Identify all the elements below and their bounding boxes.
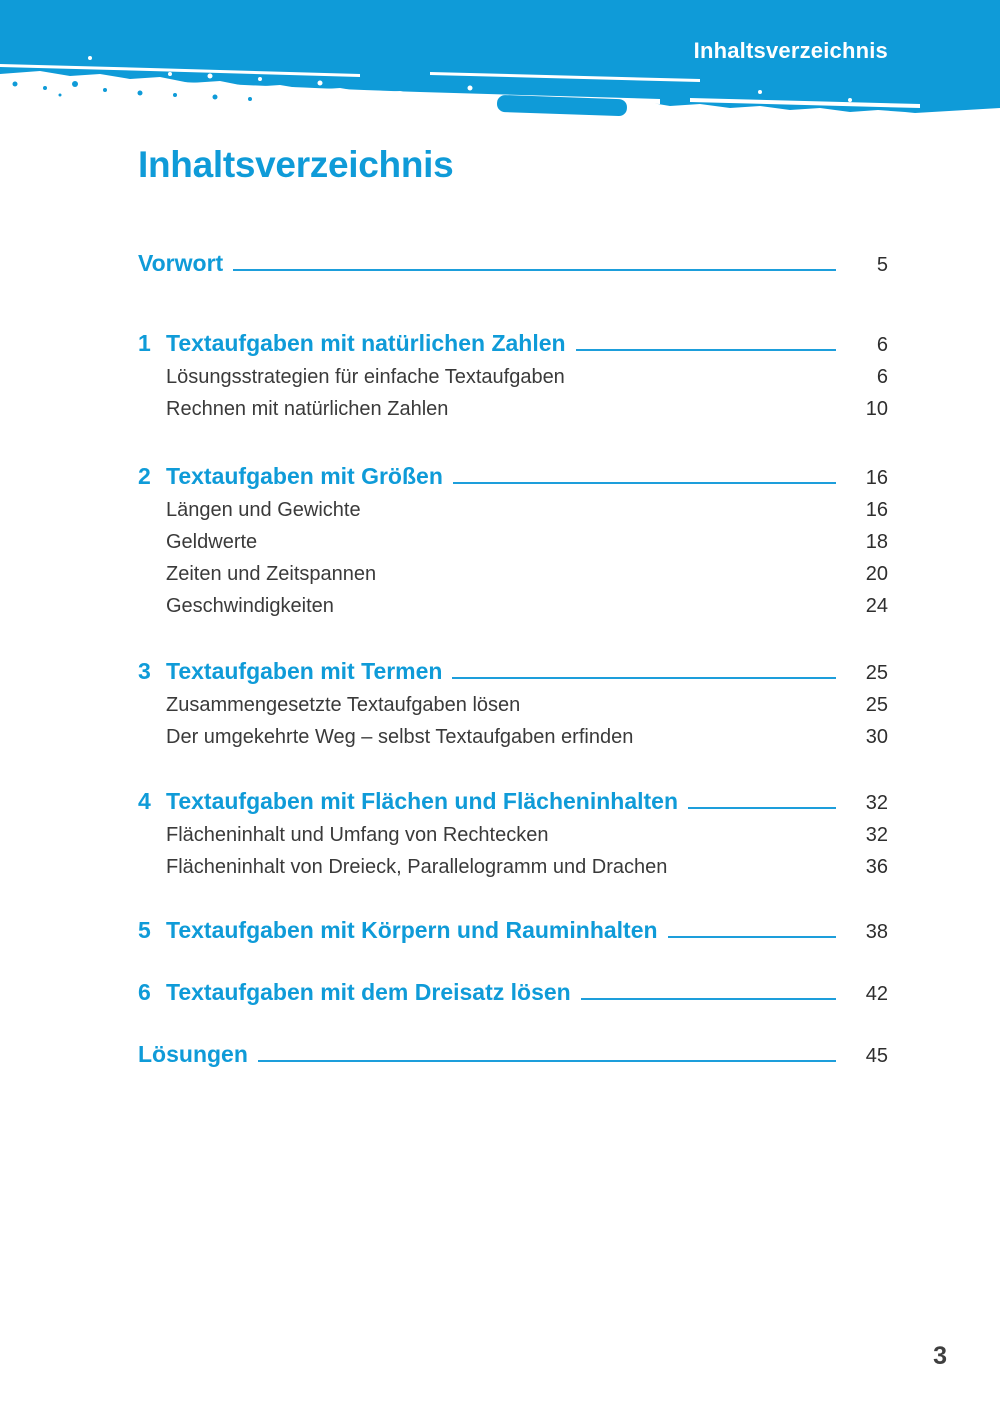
toc-entry-label: Lösungen xyxy=(138,1041,248,1067)
toc-entry-page: 6 xyxy=(876,334,888,356)
toc-row-chapter-2 xyxy=(138,463,888,499)
page-title: Inhaltsverzeichnis xyxy=(138,144,454,185)
toc-row-sub xyxy=(138,499,888,531)
toc-row-sub xyxy=(138,563,888,595)
chapter-number: 4 xyxy=(138,788,151,814)
toc-entry-label: Lösungsstrategien für einfache Textaufgaben xyxy=(166,366,565,388)
leader-line xyxy=(453,482,836,484)
leader-line xyxy=(668,936,836,938)
toc-entry-page: 36 xyxy=(865,856,888,878)
leader-line xyxy=(258,1060,836,1062)
toc-entry-label: Rechnen mit natürlichen Zahlen xyxy=(166,398,449,420)
toc-row-loesungen xyxy=(138,1041,888,1077)
toc-row-sub xyxy=(138,398,888,430)
toc-entry-page: 16 xyxy=(865,499,888,521)
toc-entry-page: 30 xyxy=(865,726,888,748)
toc-entry-page: 5 xyxy=(876,254,888,276)
toc-entry-page: 16 xyxy=(865,467,888,489)
toc-entry-page: 25 xyxy=(865,694,888,716)
toc-entry-label: Geschwindigkeiten xyxy=(166,595,334,617)
toc-entry-label: Geldwerte xyxy=(166,531,258,553)
chapter-number: 3 xyxy=(138,658,151,684)
leader-line xyxy=(688,807,836,809)
toc-entry-label: Textaufgaben mit dem Dreisatz lösen xyxy=(166,979,571,1005)
banner-brush-stroke xyxy=(0,0,1000,126)
toc-entry-label: Längen und Gewichte xyxy=(166,499,361,521)
page-footer-number: 3 xyxy=(933,1342,947,1370)
toc-entry-label: Flächeninhalt von Dreieck, Parallelogramm und Drachen xyxy=(166,856,668,878)
leader-line xyxy=(452,677,836,679)
toc-entry-label: Vorwort xyxy=(138,250,224,276)
toc-row-sub xyxy=(138,694,888,726)
toc-entry-page: 10 xyxy=(865,398,888,420)
running-header-label: Inhaltsverzeichnis xyxy=(693,38,888,63)
leader-line xyxy=(233,269,836,271)
toc-entry-label: Textaufgaben mit Größen xyxy=(166,463,443,489)
toc-row-vorwort xyxy=(138,250,888,286)
toc-row-chapter-5 xyxy=(138,917,888,953)
toc-entry-label: Zeiten und Zeitspannen xyxy=(166,563,377,585)
toc-entry-page: 32 xyxy=(865,792,888,814)
toc-row-sub xyxy=(138,366,888,398)
toc-entry-label: Der umgekehrte Weg – selbst Textaufgaben erfinden xyxy=(166,726,634,748)
toc-row-chapter-1 xyxy=(138,330,888,366)
toc-entry-page: 24 xyxy=(865,595,888,617)
chapter-number: 1 xyxy=(138,330,151,356)
toc-row-sub xyxy=(138,531,888,563)
toc-entry-page: 42 xyxy=(865,983,888,1005)
toc-row-sub xyxy=(138,726,888,758)
chapter-number: 2 xyxy=(138,463,151,489)
chapter-number: 6 xyxy=(138,979,151,1005)
toc-row-sub xyxy=(138,856,888,888)
toc-entry-label: Textaufgaben mit Flächen und Flächeninhalten xyxy=(166,788,679,814)
leader-line xyxy=(581,998,836,1000)
toc-entry-label: Textaufgaben mit Körpern und Rauminhalten xyxy=(166,917,658,943)
toc-entry-page: 18 xyxy=(865,531,888,553)
toc-row-chapter-6 xyxy=(138,979,888,1015)
toc-entry-label: Textaufgaben mit natürlichen Zahlen xyxy=(166,330,566,356)
toc-entry-page: 20 xyxy=(865,563,888,585)
toc-entry-label: Textaufgaben mit Termen xyxy=(166,658,443,684)
toc-row-chapter-3 xyxy=(138,658,888,694)
toc-entry-page: 32 xyxy=(865,824,888,846)
leader-line xyxy=(576,349,836,351)
toc-entry-page: 6 xyxy=(876,366,888,388)
toc-entry-label: Zusammengesetzte Textaufgaben lösen xyxy=(166,694,521,716)
toc-row-sub xyxy=(138,595,888,627)
toc-entry-page: 38 xyxy=(865,921,888,943)
toc-entry-label: Flächeninhalt und Umfang von Rechtecken xyxy=(166,824,549,846)
chapter-number: 5 xyxy=(138,917,151,943)
toc-entry-page: 25 xyxy=(865,662,888,684)
toc-row-sub xyxy=(138,824,888,856)
brush-stroke-graphic xyxy=(0,0,1000,126)
toc-row-chapter-4 xyxy=(138,788,888,824)
table-of-contents xyxy=(138,250,888,1077)
toc-entry-page: 45 xyxy=(865,1045,888,1067)
